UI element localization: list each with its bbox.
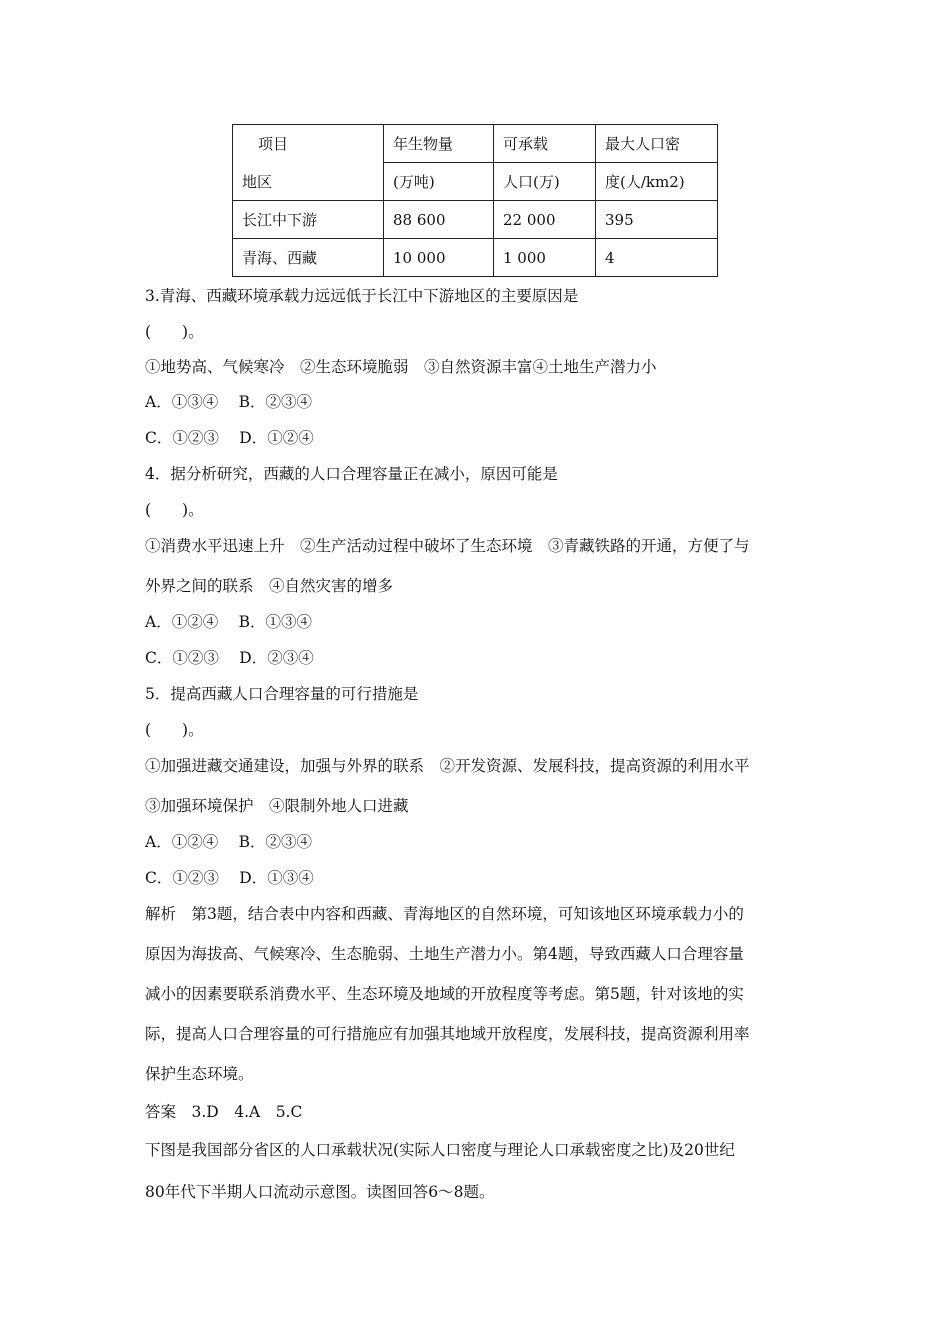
question-3-stem: 3.青海、西藏环境承载力远远低于长江中下游地区的主要原因是 [145, 287, 579, 305]
table-header-cell: 项目 [233, 125, 384, 163]
table-header-cell: 地区 [233, 163, 384, 201]
intro-text: 80年代下半期人口流动示意图。读图回答6～8题。 [145, 1183, 495, 1201]
table-header-cell: 年生物量 [384, 125, 494, 163]
table-cell: 395 [596, 201, 718, 239]
question-5-items: ③加强环境保护 ④限制外地人口进藏 [145, 797, 409, 815]
table-cell: 88 600 [384, 201, 494, 239]
analysis-text: 际，提高人口合理容量的可行措施应有加强其地域开放程度，发展科技，提高资源利用率 [145, 1025, 750, 1043]
analysis-text: 减小的因素要联系消费水平、生态环境及地域的开放程度等考虑。第5题，针对该地的实 [145, 985, 744, 1003]
table-row [233, 201, 718, 239]
answer-line: 答案 3.D 4.A 5.C [145, 1103, 303, 1121]
analysis-text: 解析 第3题，结合表中内容和西藏、青海地区的自然环境，可知该地区环境承载力小的 [145, 905, 744, 923]
question-4-items: ①消费水平迅速上升 ②生产活动过程中破坏了生态环境 ③青藏铁路的开通，方便了与 [145, 537, 750, 555]
analysis-text: 保护生态环境。 [145, 1065, 254, 1083]
table-cell: 青海、西藏 [233, 239, 384, 277]
table-header-cell: 人口(万) [494, 163, 596, 201]
question-4-options-cd: C．①②③ D．②③④ [145, 649, 314, 667]
question-5-items: ①加强进藏交通建设，加强与外界的联系 ②开发资源、发展科技，提高资源的利用水平 [145, 757, 750, 775]
question-4-items: 外界之间的联系 ④自然灾害的增多 [145, 577, 394, 595]
table-cell: 4 [596, 239, 718, 277]
question-5-options-ab: A．①②④ B．②③④ [145, 833, 313, 851]
table-header-cell: (万吨) [384, 163, 494, 201]
analysis-text: 原因为海拔高、气候寒冷、生态脆弱、土地生产潜力小。第4题，导致西藏人口合理容量 [145, 945, 744, 963]
question-3-options-ab: A．①③④ B．②③④ [145, 393, 313, 411]
table-row [233, 239, 718, 277]
question-5-stem: 5．提高西藏人口合理容量的可行措施是 [145, 685, 419, 703]
table-header-row [233, 163, 718, 201]
question-5-options-cd: C．①②③ D．①③④ [145, 869, 314, 887]
question-3-paren: ( )。 [145, 323, 204, 341]
question-3-options-cd: C．①②③ D．①②④ [145, 429, 314, 447]
table-cell: 10 000 [384, 239, 494, 277]
intro-text: 下图是我国部分省区的人口承载状况(实际人口密度与理论人口承载密度之比)及20世纪 [145, 1141, 735, 1159]
question-5-paren: ( )。 [145, 721, 204, 739]
data-table [232, 124, 718, 277]
table-header-cell: 度(人/km2) [596, 163, 718, 201]
table-cell: 22 000 [494, 201, 596, 239]
question-4-paren: ( )。 [145, 501, 204, 519]
question-3-items: ①地势高、气候寒冷 ②生态环境脆弱 ③自然资源丰富④土地生产潜力小 [145, 358, 657, 376]
table-header-cell: 最大人口密 [596, 125, 718, 163]
table-header-row [233, 125, 718, 163]
table-header-cell: 可承载 [494, 125, 596, 163]
question-4-options-ab: A．①②④ B．①③④ [145, 613, 313, 631]
table-cell: 1 000 [494, 239, 596, 277]
question-4-stem: 4．据分析研究，西藏的人口合理容量正在减小，原因可能是 [145, 465, 558, 483]
table-cell: 长江中下游 [233, 201, 384, 239]
